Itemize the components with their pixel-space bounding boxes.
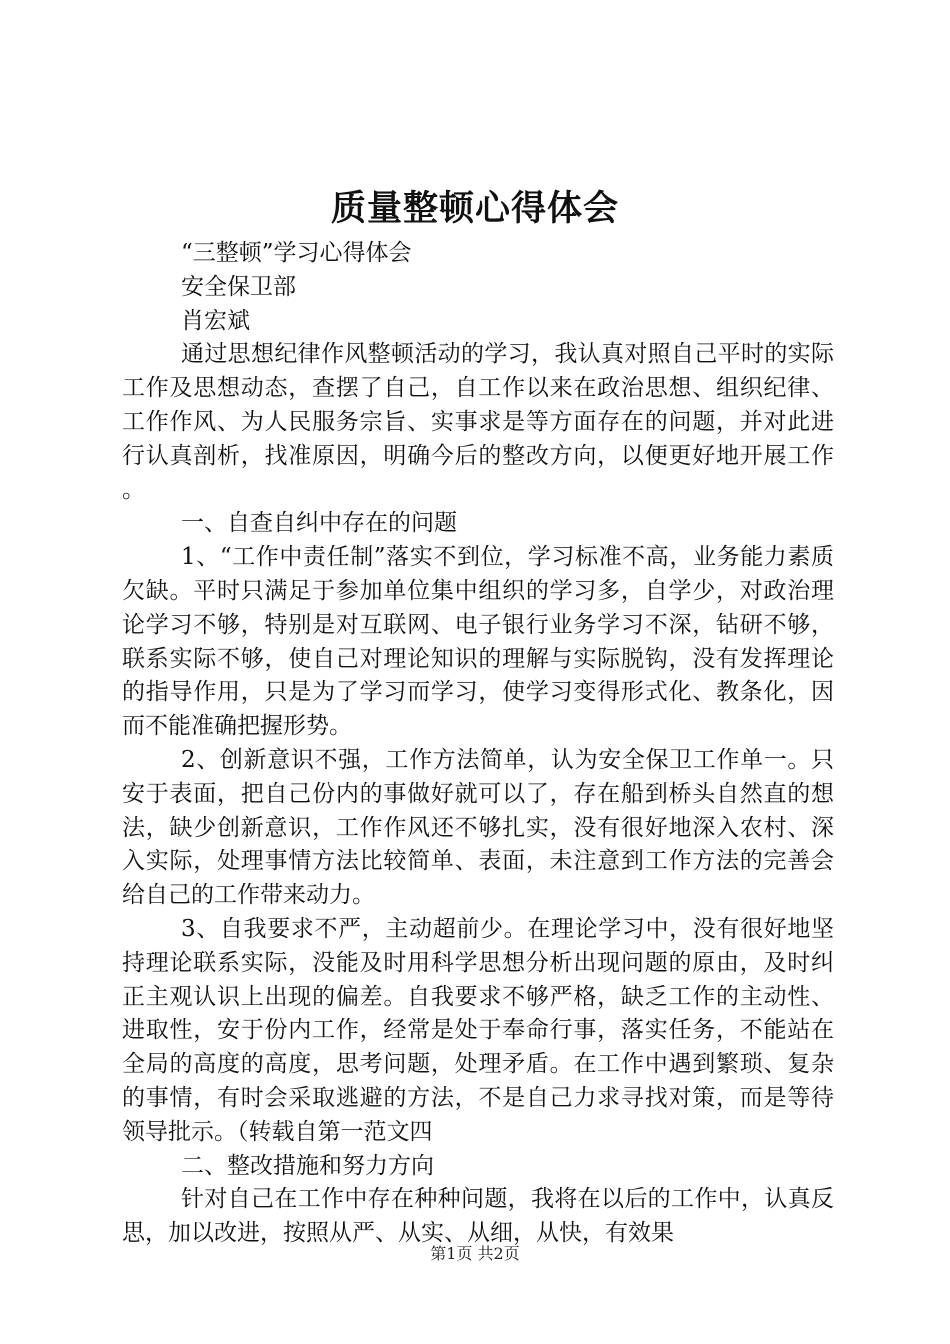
document-body — [122, 237, 834, 1251]
page-title: 质量整顿心得体会 — [330, 188, 619, 229]
subtitle: “三整顿”学习心得体会 — [181, 240, 412, 266]
author: 肖宏斌 — [181, 307, 250, 334]
paragraph-item-3: 3、自我要求不严，主动超前少。在理论学习中，没有很好地坚持理论联系实际，没能及时用科学思想分析出现问题的原由，及时纠正主观认识上出现的偏差。自我要求不够严格，缺乏工作的主动性、进取性，安于份内工作，经常是处于奉命行事，落实任务，不能站在全局的高度的高度，思考问题，处理矛盾。在工作中遇到繁琐、复杂的事情，有时会采取逃避的方法，不是自己力求寻找对策，而是等待领导批示。（转载自第一范文四 — [122, 915, 834, 1145]
department: 安全保卫部 — [181, 273, 296, 300]
closing-paragraph: 针对自己在工作中存在种种问题，我将在以后的工作中，认真反思，加以改进，按照从严、从实、从细，从快，有效果 — [122, 1186, 834, 1247]
paragraph-item-2: 2、创新意识不强，工作方法简单，认为安全保卫工作单一。只安于表面，把自己份内的事做好就可以了，存在船到桥头自然直的想法，缺少创新意识，工作作风还不够扎实，没有很好地深入农村、深入实际，处理事情方法比较简单、表面，未注意到工作方法的完善会给自己的工作带来动力。 — [122, 746, 834, 909]
intro-paragraph: 通过思想纪律作风整顿活动的学习，我认真对照自己平时的实际工作及思想动态，查摆了自己，自工作以来在政治思想、组织纪律、工作作风、为人民服务宗旨、实事求是等方面存在的问题，并对此进行认真剖析，找准原因，明确今后的整改方向，以便更好地开展工作。 — [122, 341, 834, 503]
paragraph-item-1: 1、“工作中责任制”落实不到位，学习标准不高，业务能力素质欠缺。平时只满足于参加单位集中组织的学习多，自学少，对政治理论学习不够，特别是对互联网、电子银行业务学习不深，钻研不够，联系实际不够，使自己对理论知识的理解与实际脱钩，没有发挥理论的指导作用，只是为了学习而学习，使学习变得形式化、教条化，因而不能准确把握形势。 — [122, 544, 834, 740]
section-heading-1: 一、自查自纠中存在的问题 — [181, 510, 457, 537]
section-heading-2: 二、整改措施和努力方向 — [181, 1152, 434, 1179]
page-footer: 第1页 共2页 — [430, 1244, 520, 1263]
